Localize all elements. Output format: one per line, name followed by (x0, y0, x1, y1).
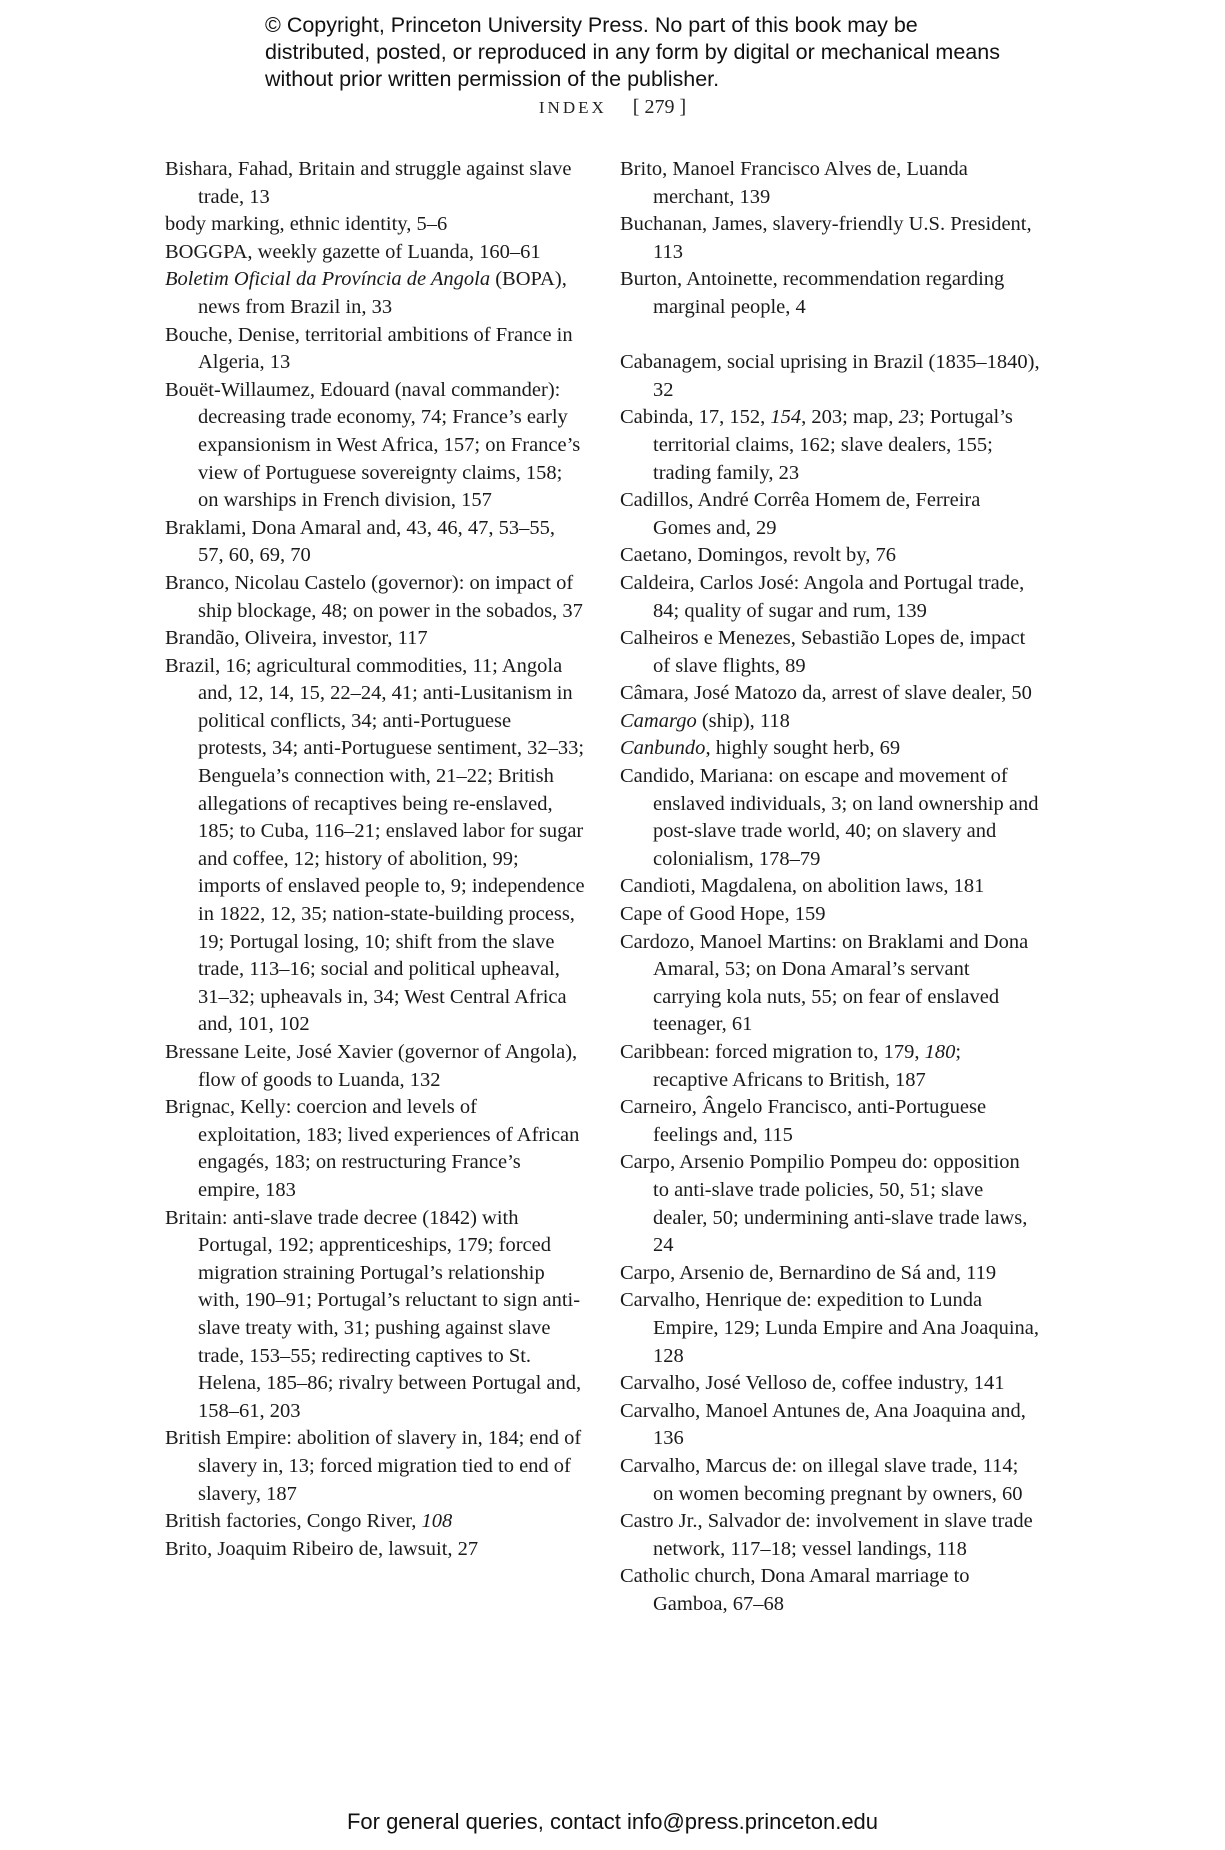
running-head (0, 96, 1225, 119)
index-entry: Cardozo, Manoel Martins: on Braklami and Dona Amaral, 53; on Dona Amaral’s servant carrying kola nuts, 55; on fear of enslaved teenager, 61 (620, 930, 1029, 1036)
index-entry: Cabinda, 17, 152, 154, 203; map, 23; Portugal’s territorial claims, 162; slave dealers, 155; trading family, 23 (620, 406, 1013, 484)
index-entry: Cabanagem, social uprising in Brazil (1835–1840), 32 (620, 351, 1040, 401)
index-entry: Bouët-Willaumez, Edouard (naval commander): decreasing trade economy, 74; France’s early expansionism in West Africa, 157; on France’s view of Portuguese sovereignty claims, 158; on warships in French division, 157 (165, 378, 581, 512)
index-entry: Bressane Leite, José Xavier (governor of Angola), flow of goods to Luanda, 132 (165, 1041, 578, 1091)
index-entry: BOGGPA, weekly gazette of Luanda, 160–61 (165, 240, 541, 263)
index-entry: Caldeira, Carlos José: Angola and Portugal trade, 84; quality of sugar and rum, 139 (620, 571, 1025, 622)
index-entry: body marking, ethnic identity, 5–6 (165, 213, 448, 236)
running-head-title: INDEX (538, 98, 607, 117)
index-entry: Camargo (ship), 118 (620, 709, 790, 732)
index-entry: Calheiros e Menezes, Sebastião Lopes de, impact of slave flights, 89 (620, 627, 1026, 677)
index-entry: Carvalho, Manoel Antunes de, Ana Joaquina and, 136 (620, 1399, 1026, 1450)
index-entry: Câmara, José Matozo da, arrest of slave dealer, 50 (620, 682, 1032, 705)
index-entry: Carvalho, Henrique de: expedition to Lunda Empire, 129; Lunda Empire and Ana Joaquina, 128 (620, 1289, 1039, 1367)
index-entry: British Empire: abolition of slavery in, 184; end of slavery in, 13; forced migration tied to end of slavery, 187 (165, 1427, 582, 1505)
index-entry: British factories, Congo River, 108 (165, 1510, 453, 1533)
index-entry: Burton, Antoinette, recommendation regarding marginal people, 4 (620, 268, 1005, 318)
index-entry: Canbundo, highly sought herb, 69 (620, 737, 901, 760)
footer-contact: For general queries, contact info@press.princeton.edu (346, 1809, 879, 1834)
index-entry: Brito, Manoel Francisco Alves de, Luanda merchant, 139 (620, 158, 968, 208)
index-entry: Brito, Joaquim Ribeiro de, lawsuit, 27 (165, 1537, 479, 1560)
index-entry: Branco, Nicolau Castelo (governor): on impact of ship blockage, 48; on power in the sobados, 37 (165, 571, 583, 622)
index-entry: Braklami, Dona Amaral and, 43, 46, 47, 53–55, 57, 60, 69, 70 (165, 516, 556, 567)
index-entry: Brandão, Oliveira, investor, 117 (165, 627, 428, 650)
copyright-notice: © Copyright, Princeton University Press. No part of this book may be distributed, posted, or reproduced in any form by digital or mechanical means without prior written permission of the publisher. (265, 13, 1000, 91)
index-entry: Carvalho, José Velloso de, coffee industry, 141 (620, 1372, 1005, 1395)
index-entry: Buchanan, James, slavery-friendly U.S. President, 113 (620, 213, 1032, 263)
index-entry: Carpo, Arsenio Pompilio Pompeu do: opposition to anti-slave trade policies, 50, 51; slave dealer, 50; undermining anti-slave trade laws, 24 (620, 1151, 1028, 1257)
index-entry: Cadillos, André Corrêa Homem de, Ferreira Gomes and, 29 (620, 489, 981, 539)
page-number: [ 279 ] (632, 96, 687, 118)
index-entry: Bouche, Denise, territorial ambitions of France in Algeria, 13 (165, 323, 573, 374)
index-entry: Brignac, Kelly: coercion and levels of exploitation, 183; lived experiences of African engagés, 183; on restructuring France’s empire, 183 (165, 1096, 580, 1201)
letter-section-gap (620, 322, 1040, 350)
index-entry: Carpo, Arsenio de, Bernardino de Sá and, 119 (620, 1261, 997, 1284)
index-entry: Carvalho, Marcus de: on illegal slave trade, 114; on women becoming pregnant by owners, 60 (620, 1454, 1023, 1505)
index-entry: Caribbean: forced migration to, 179, 180; recaptive Africans to British, 187 (620, 1041, 962, 1091)
index-entry: Brazil, 16; agricultural commodities, 11; Angola and, 12, 14, 15, 22–24, 41; anti-Lusitanism in political conflicts, 34; anti-Portuguese protests, 34; anti-Portuguese sentiment, 32–33; Benguela’s connection with, 21–22; British allegations of recaptives being re-enslaved, 185; to Cuba, 116–21; enslaved labor for sugar and coffee, 12; history of abolition, 99; imports of enslaved people to, 9; independence in 1822, 12, 35; nation-state-building process, 19; Portugal losing, 10; shift from the slave trade, 113–16; social and political upheaval, 31–32; upheavals in, 34; West Central Africa and, 101, 102 (165, 654, 585, 1036)
index-entry: Bishara, Fahad, Britain and struggle against slave trade, 13 (165, 158, 572, 208)
index-column-left (165, 156, 585, 1563)
index-entry: Castro Jr., Salvador de: involvement in slave trade network, 117–18; vessel landings, 118 (620, 1510, 1033, 1560)
index-entry: Boletim Oficial da Província de Angola (BOPA), news from Brazil in, 33 (165, 268, 567, 318)
index-entry: Catholic church, Dona Amaral marriage to Gamboa, 67–68 (620, 1565, 970, 1615)
index-entry: Cape of Good Hope, 159 (620, 903, 826, 926)
index-entry: Caetano, Domingos, revolt by, 76 (620, 544, 896, 567)
index-column-right (620, 156, 1040, 1618)
index-entry: Candioti, Magdalena, on abolition laws, 181 (620, 875, 985, 898)
index-entry: Britain: anti-slave trade decree (1842) with Portugal, 192; apprenticeships, 179; forced migration straining Portugal’s relationship with, 190–91; Portugal’s reluctant to sign anti-slave treaty with, 31; pushing against slave trade, 153–55; redirecting captives to St. Helena, 185–86; rivalry between Portugal and, 158–61, 203 (165, 1206, 582, 1422)
index-entry: Carneiro, Ângelo Francisco, anti-Portuguese feelings and, 115 (620, 1096, 987, 1146)
index-entry: Candido, Mariana: on escape and movement of enslaved individuals, 3; on land ownership and post-slave trade world, 40; on slavery and colonialism, 178–79 (620, 765, 1039, 870)
